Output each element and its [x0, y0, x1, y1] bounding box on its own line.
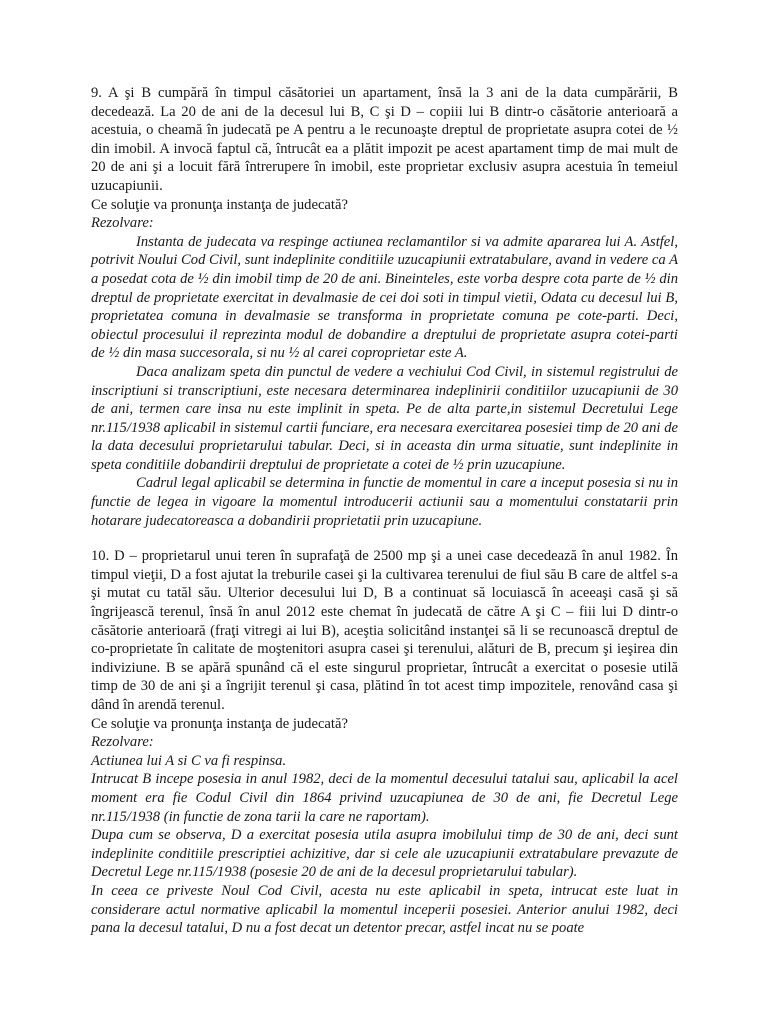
q10-answer-paragraph: Dupa cum se observa, D a exercitat posesia utila asupra imobilului timp de 30 de ani, deci sunt indeplinite conditiile prescriptiei achizitive, dar si cele ale uzucapiunii extratabulare prevazute de Decretul Lege nr.115/1938 (posesie 20 de ani de la decesul proprietarului tabular). [91, 827, 678, 881]
q9-answer-paragraph: Instanta de judecata va respinge actiunea reclamantilor si va admite apararea lui A. Astfel, potrivit Noului Cod Civil, sunt indeplinite conditiile uzucapiunii extratabulare, avand in vedere ca A a posedat cota de ½ din imobil timp de 20 de ani. Bineinteles, este vorba despre cota parte de ½ din dreptul de proprietate exercitat in devalmasie de cei doi soti in timpul vietii, Odata cu decesul lui B, proprietatea comuna in devalmasie se transforma in proprietate comuna pe cote-parti. Deci, obiectul procesului il reprezinta modul de dobandire a dreptului de proprietate asupra cotei-parti de ½ din masa succesorala, si nu ½ al carei coproprietar este A. [91, 233, 678, 362]
q9-answer-paragraph: Daca analizam speta din punctul de vedere a vechiului Cod Civil, in sistemul registrului de inscriptiuni si transcriptiuni, este necesara determinarea indeplinirii conditiilor uzucapiunii de 30 de ani, termen care insa nu este implinit in speta. Pe de alta parte,in sistemul Decretului Lege nr.115/1938 aplicabil in sistemul cartii funciare, era necesara exercitarea posesiei timp de 20 ani de la data decesului proprietarului tabular. Deci, si in aceasta din urma situatie, sunt indeplinite in speta conditiile dobandirii dreptului de proprietate a cotei de ½ prin uzucapiune. [91, 363, 678, 473]
q9-resolution-label: Rezolvare: [91, 215, 154, 232]
q10-answer-paragraph: In ceea ce priveste Noul Cod Civil, acesta nu este aplicabil in speta, intrucat este luat in considerare actul normative aplicabil la momentul inceperii posesiei. Anterior anului 1982, deci pana la decesul tatalui, D nu a fost decat un detentor precar, astfel incat nu se poate [91, 882, 678, 937]
q10-answer-paragraph: Actiunea lui A si C va fi respinsa. [91, 752, 287, 769]
q9-statement: 9. A şi B cumpără în timpul căsătoriei un apartament, însă la 3 ani de la data cumpărării, B decedează. La 20 de ani de la decesul lui B, C şi D – copiii lui B dintr-o căsătorie anterioară a acestuia, o cheamă în judecată pe A pentru a le recunoaşte dreptul de proprietate asupra cotei de ½ din imobil. A invocă faptul că, întrucât ea a plătit impozit pe acest apartament timp de mai mult de 20 de ani şi a locuit fără întrerupere în imobil, este proprietar exclusiv asupra acestuia în temeiul uzucapiunii. [91, 85, 678, 194]
q10-question: Ce soluţie va pronunţa instanţa de judecată? [91, 715, 348, 732]
q9-answer-paragraph: Cadrul legal aplicabil se determina in functie de momentul in care a inceput posesia si nu in functie de legea in vigoare la momentul introducerii actiunii sau a momentului constatarii prin hotarare judecatoreasca a dobandirii proprietatii prin uzucapiune. [91, 475, 678, 529]
q10-statement: 10. D – proprietarul unui teren în suprafaţă de 2500 mp şi a unei case decedează în anul 1982. În timpul vieţii, D a fost ajutat la treburile casei şi la cultivarea terenului de fiul său B care de altfel s-a şi mutat cu tatăl său. Ulterior decesului lui D, B a continuat să locuiască în aceeaşi casă şi să îngrijească terenul, însă în anul 2012 este chemat în judecată de către A şi C – fiii lui D dintr-o căsătorie anterioară (fraţi vitregi ai lui B), aceştia solicitând instanţei să li se recunoască dreptul de co-proprietate în calitate de moştenitori asupra casei şi terenului, alături de B, precum şi ieşirea din indiviziune. B se apără spunând că el este singurul proprietar, întrucât a exercitat o posesie utilă timp de 30 de ani şi a îngrijit terenul şi casa, plătind în tot acest timp impozitele, renovând casa şi dând în arendă terenul. [91, 548, 678, 713]
q9-question: Ce soluţie va pronunţa instanţa de judecată? [91, 196, 348, 213]
q10-resolution-label: Rezolvare: [91, 734, 154, 751]
section-spacer [91, 530, 678, 547]
q10-answer-paragraph: Intrucat B incepe posesia in anul 1982, deci de la momentul decesului tatalui sau, aplicabil la acel moment era fie Codul Civil din 1864 privind uzucapiunea de 30 de ani, fie Decretul Lege nr.115/1938 (in functie de zona tarii la care ne raportam). [91, 771, 678, 825]
